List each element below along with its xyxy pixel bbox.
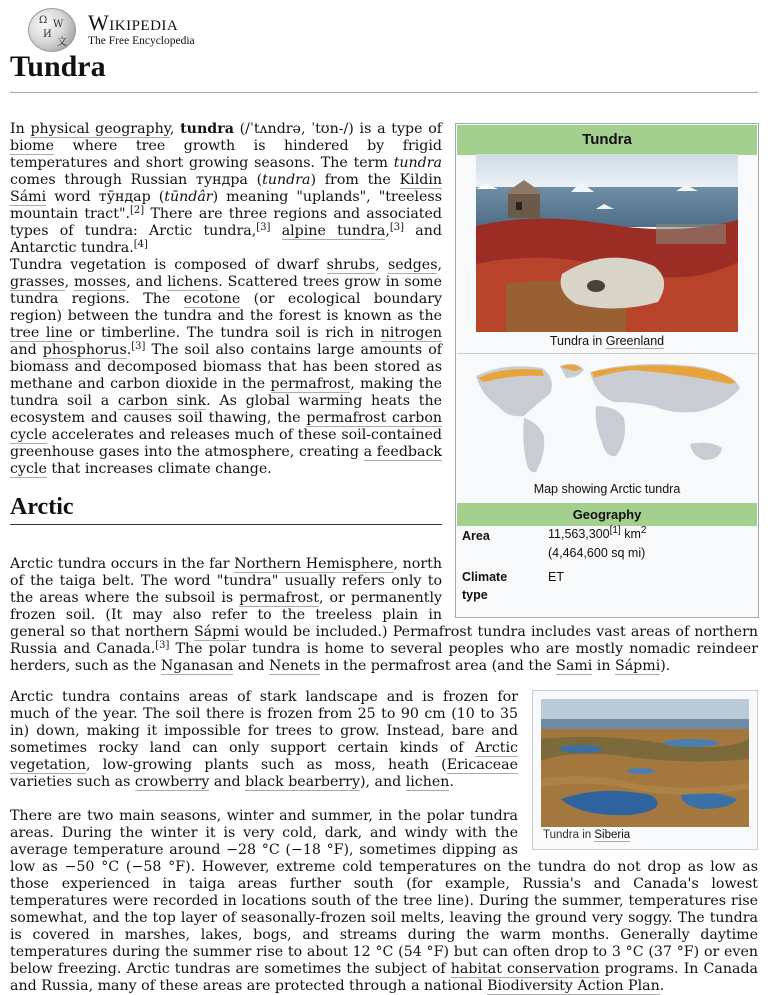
greenland-photo-caption: Tundra in Greenland [549,334,665,348]
link-mosses[interactable]: mosses [74,274,127,290]
ref-2[interactable]: [2] [129,205,145,216]
map-caption: Map showing Arctic tundra [533,482,681,496]
link-biodiversity-action-plan[interactable]: Biodiversity Action Plan [487,978,660,994]
greenland-photo-illustration [476,154,738,332]
link-kildin-sami[interactable]: Kildin Sámi [10,172,443,205]
link-nitrogen[interactable]: nitrogen [380,325,442,341]
infobox-separator [457,353,757,354]
link-sami[interactable]: Sami [556,658,593,674]
climate-type-value: ET [548,570,564,584]
ref-3b[interactable]: [3] [389,222,405,233]
link-permafrost[interactable]: permafrost [270,376,351,392]
infobox [455,123,759,618]
area-value: 11,563,300[1] $km^2$ [548,525,647,541]
ref-1[interactable]: [1] [609,525,621,536]
link-phosphorus[interactable]: phosphorus [42,342,127,358]
link-alpine-tundra[interactable]: alpine tundra [281,223,386,239]
intro-paragraph-1: In physical geography, tundra (/ˈtʌndrə, ˈtʊn-/) is a type of biome where tree growth is hindered by frigid temperatures and short growing seasons. The term tundra comes through Russian тундра (tundra) from the Kildin Sámi word тӯндар (tūndâr) meaning "uplands", "treeless mountain tract".[2] There are three regions and associated types of tundra: Arctic tundra,[3] alpine tundra,[3] and Antarctic tundra.[4] [10,121,443,256]
link-nganasan[interactable]: Nganasan [160,658,234,674]
link-sapmi-2[interactable]: Sápmi [614,658,661,674]
ref-3[interactable]: [3] [256,222,271,233]
link-feedback-cycle[interactable]: a feedback cycle [10,444,442,477]
link-sedges[interactable]: sedges [387,257,438,273]
area-value-imperial: (4,464,600 sq mi) [548,546,646,560]
link-biome[interactable]: biome [10,138,55,154]
link-siberia[interactable]: Siberia [594,829,631,841]
arctic-paragraph-1: Arctic tundra occurs in the far Northern Hemisphere, north of the taiga belt. The word "tundra" usually refers only to the areas where the subsoil is permafrost, or permanently frozen soil. (It may also refer to the treeless plain in general so that northern Sápmi would be included.) Permafrost tundra includes vast areas of northern Russia and Canada.[3] The polar tundra is home to several peoples who are mostly nomadic reindeer herders, such as the Nganasan and Nenets in the permafrost area (and the Sami in Sápmi). [10,556,758,674]
ref-3c[interactable]: [3] [131,341,146,352]
climate-type-label: Climate type [462,570,508,602]
siberia-photo[interactable] [541,699,749,827]
ref-4[interactable]: [4] [133,239,148,250]
link-black-bearberry[interactable]: black bearberry [245,774,360,790]
link-physical-geography[interactable]: physical geography [30,121,170,137]
wikipedia-tagline: The Free Encyclopedia [88,35,195,47]
intro-paragraph-2: Tundra vegetation is composed of dwarf shrubs, sedges, grasses, mosses, and lichens. Scattered trees grow in some tundra regions. The ecotone (or ecological boundary region) between the tundra and the forest is known as the tree line or timberline. The tundra soil is rich in nitrogen and phosphorus.[3] The soil also contains large amounts of biomass and decomposed biomass that has been stored as methane and carbon dioxide in the permafrost, making the tundra soil a carbon sink. As global warming heats the ecosystem and causes soil thawing, the permafrost carbon cycle accelerates and releases much of these soil-contained greenhouse gases into the atmosphere, creating a feedback cycle that increases climate change. [10,257,443,477]
link-arctic-vegetation[interactable]: Arctic vegetation [10,740,518,773]
link-ericaceae[interactable]: Ericaceae [446,757,518,773]
title-divider [10,92,758,93]
link-greenland[interactable]: Greenland [605,334,665,348]
section-divider [10,524,442,525]
arctic-tundra-map[interactable] [464,356,750,484]
page-title: Tundra [10,50,106,83]
link-northern-hemisphere[interactable]: Northern Hemisphere [234,556,394,572]
wikipedia-wordmark[interactable]: Wikipedia [88,10,179,35]
link-habitat-conservation[interactable]: habitat conservation [450,961,600,977]
link-shrubs[interactable]: shrubs [326,257,376,273]
ref-3d[interactable]: [3] [155,640,170,651]
greenland-photo[interactable] [476,154,738,332]
area-label: Area [462,529,490,543]
link-lichen[interactable]: lichen [405,774,450,790]
section-heading-arctic: Arctic [10,494,74,520]
link-nenets[interactable]: Nenets [269,658,321,674]
arctic-paragraph-2: Arctic tundra contains areas of stark landscape and is frozen for much of the year. The soil there is frozen from 25 to 90 cm (10 to 35 in) down, making it impossible for trees to grow. Instead, bare and sometimes rocky land can only support certain kinds of Arctic vegetation, low-growing plants such as moss, heath (Ericaceae varieties such as crowberry and black bearberry), and lichen. [10,689,518,790]
infobox-title: Tundra [457,125,757,155]
link-sapmi[interactable]: Sápmi [193,624,240,640]
link-tree-line[interactable]: tree line [10,325,73,341]
siberia-thumbnail [532,690,758,850]
link-carbon-sink[interactable]: carbon sink [117,393,207,409]
arctic-paragraph-3: There are two main seasons, winter and summer, in the polar tundra areas. During the winter it is very cold, dark, and windy with the average temperature around −28 °C (−18 °F), sometimes dipping as low as −50 °C (−58 °F). However, extreme cold temperatures on the tundra do not drop as low as those experienced in taiga areas further south (for example, Russia's and Canada's lowest temperatures were recorded in locations south of the tree line). During the summer, temperatures rise somewhat, and the top layer of seasonally-frozen soil melts, leaving the ground very soggy. The tundra is covered in marshes, lakes, bogs, and streams during the warm months. Generally daytime temperatures during the summer rise to about 12 °C (54 °F) but can often drop to 3 °C (37 °F) or even below freezing. Arctic tundras are sometimes the subject of habitat conservation programs. In Canada and Russia, many of these areas are protected through a national Biodiversity Action Plan. [10,808,759,994]
siberia-caption: Tundra in Siberia [543,829,631,841]
term-tundra: tundra [180,121,234,137]
link-crowberry[interactable]: crowberry [134,774,210,790]
geography-header: Geography [457,503,757,526]
link-ecotone[interactable]: ecotone [183,291,241,307]
link-lichens[interactable]: lichens [167,274,219,290]
link-permafrost-carbon-cycle[interactable]: permafrost carbon cycle [10,410,442,443]
link-grasses[interactable]: grasses [10,274,65,290]
world-map-illustration [464,356,750,484]
site-header [28,8,328,54]
wikipedia-globe-icon[interactable]: Ω W И 文 [28,8,76,52]
link-permafrost-2[interactable]: permafrost [239,590,319,606]
